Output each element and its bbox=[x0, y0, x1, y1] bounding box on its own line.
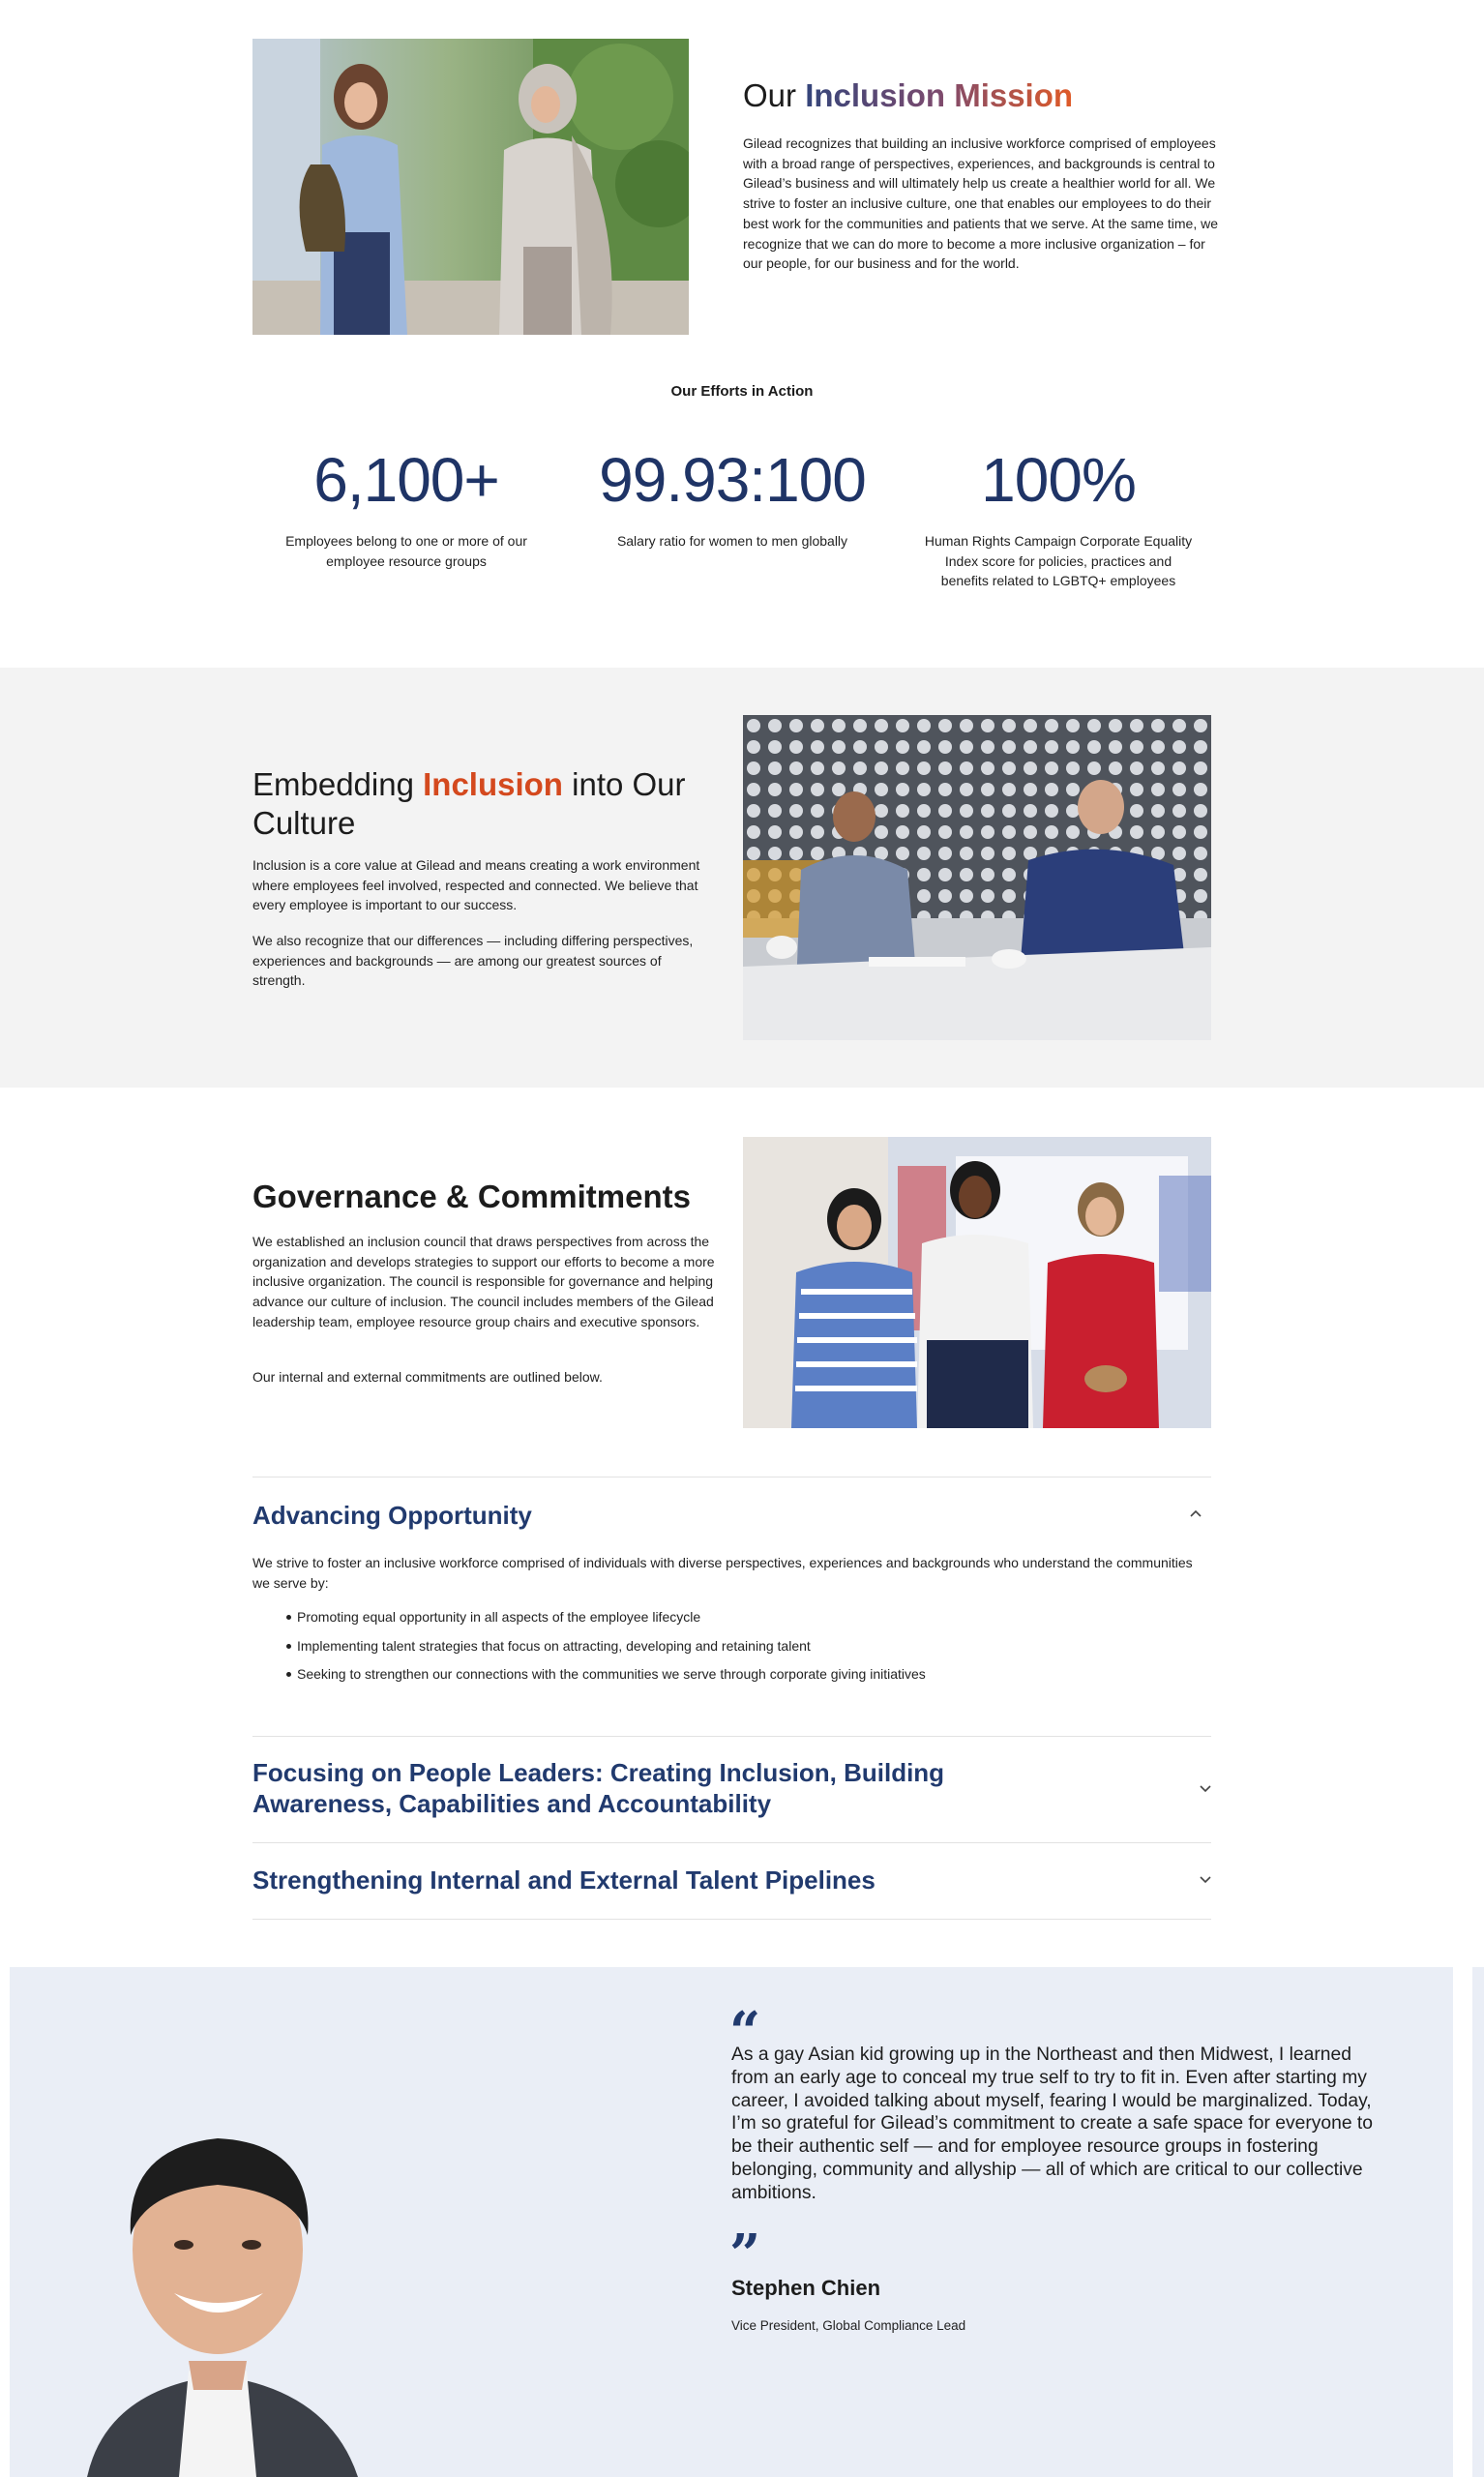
accordion-divider bbox=[252, 1919, 1211, 1920]
governance-photo bbox=[743, 1137, 1211, 1428]
stat-label: Salary ratio for women to men globally bbox=[616, 533, 848, 549]
culture-title-suffix: into Our Culture bbox=[252, 766, 686, 841]
carousel-next-slide-edge bbox=[1472, 1967, 1484, 2477]
portrait-photo bbox=[48, 2080, 387, 2477]
accordion-divider bbox=[252, 1736, 1211, 1737]
mission-title-highlight: Inclusion Mission bbox=[805, 77, 1074, 113]
chevron-down-icon[interactable] bbox=[1194, 1868, 1217, 1892]
governance-title: Governance & Commitments bbox=[252, 1179, 691, 1214]
stat-erg-members bbox=[261, 440, 551, 571]
stat-label: Human Rights Campaign Corporate Equality Index score for policies, practices and benefits related to LGBTQ+ employees bbox=[924, 533, 1193, 589]
list-item: Seeking to strengthen our connections with the communities we serve through corporate giving initiatives bbox=[286, 1664, 926, 1684]
list-item: Promoting equal opportunity in all aspects of the employee lifecycle bbox=[286, 1607, 926, 1626]
stat-value: 100% bbox=[981, 445, 1136, 515]
culture-paragraph: We also recognize that our differences — including differing perspectives, experiences and backgrounds — are among our greatest sources of strength. bbox=[252, 933, 694, 989]
quote-author-role: Vice President, Global Compliance Lead bbox=[731, 2318, 966, 2333]
culture-title-prefix: Embedding bbox=[252, 766, 424, 802]
quote-open-icon: “ bbox=[729, 2000, 761, 2064]
stat-label: Employees belong to one or more of our employee resource groups bbox=[285, 533, 527, 569]
quote-author-name: Stephen Chien bbox=[731, 2276, 881, 2300]
chevron-up-icon[interactable] bbox=[1184, 1502, 1207, 1525]
stat-salary-ratio bbox=[587, 440, 877, 552]
mission-title-prefix: Our bbox=[743, 77, 806, 113]
accordion-title-advancing-opportunity[interactable]: Advancing Opportunity bbox=[252, 1501, 532, 1530]
culture-paragraph: Inclusion is a core value at Gilead and means creating a work environment where employees feel involved, respected and connected. We believe that every employee is important to our success. bbox=[252, 857, 700, 913]
stat-value: 99.93:100 bbox=[599, 445, 866, 515]
list-item: Implementing talent strategies that focus on attracting, developing and retaining talent bbox=[286, 1636, 926, 1656]
accordion-title-talent-pipelines[interactable]: Strengthening Internal and External Talent Pipelines bbox=[252, 1865, 876, 1895]
stat-hrc-score bbox=[913, 440, 1203, 591]
mission-body: Gilead recognizes that building an inclusive workforce comprised of employees with a broad range of perspectives, experiences, and backgrounds is central to Gilead’s business and will ultimately help us create a healthier world for all. We strive to foster an inclusive culture, one that enables our employees to do their best work for the communities and patients that we serve. At the same time, we recognize that we can do more to become a more inclusive organization – for our people, for our business and for the world. bbox=[743, 135, 1219, 272]
accordion-bullet-list bbox=[286, 1607, 926, 1693]
chevron-down-icon[interactable] bbox=[1194, 1777, 1217, 1801]
culture-title bbox=[252, 765, 707, 843]
mission-photo bbox=[252, 39, 689, 335]
quote-text: As a gay Asian kid growing up in the Northeast and then Midwest, I learned from an early age to conceal my true self to try to fit in. Even after starting my career, I avoided talking about myself, fearing I would be marginalized. Today, I’m so grateful for Gilead’s commitment to create a safe space for everyone to be their authentic self — and for employee resource groups in fostering belonging, community and allyship — all of which are critical to our collective ambitions. bbox=[731, 2044, 1374, 2203]
accordion-intro: We strive to foster an inclusive workforce comprised of individuals with diverse perspectives, experiences and backgrounds who understand the communities we serve by: bbox=[252, 1555, 1193, 1591]
quote-close-icon: ” bbox=[729, 2223, 761, 2286]
mission-title bbox=[743, 77, 1073, 114]
stat-value: 6,100+ bbox=[313, 445, 499, 515]
culture-photo bbox=[743, 715, 1211, 1040]
efforts-title: Our Efforts in Action bbox=[670, 383, 814, 400]
culture-title-highlight: Inclusion bbox=[423, 766, 563, 802]
accordion-title-people-leaders[interactable]: Focusing on People Leaders: Creating Inclusion, Building Awareness, Capabilities and Accountability bbox=[252, 1758, 945, 1818]
governance-paragraph: Our internal and external commitments are outlined below. bbox=[252, 1369, 603, 1385]
accordion-divider bbox=[252, 1842, 1211, 1843]
governance-paragraph: We established an inclusion council that draws perspectives from across the organization and develops strategies to support our efforts to become a more inclusive organization. The council is responsible for governance and helping advance our culture of inclusion. The council includes members of the Gilead leadership team, employee resource group chairs and executive sponsors. bbox=[252, 1234, 715, 1329]
culture-section bbox=[0, 668, 1484, 1088]
